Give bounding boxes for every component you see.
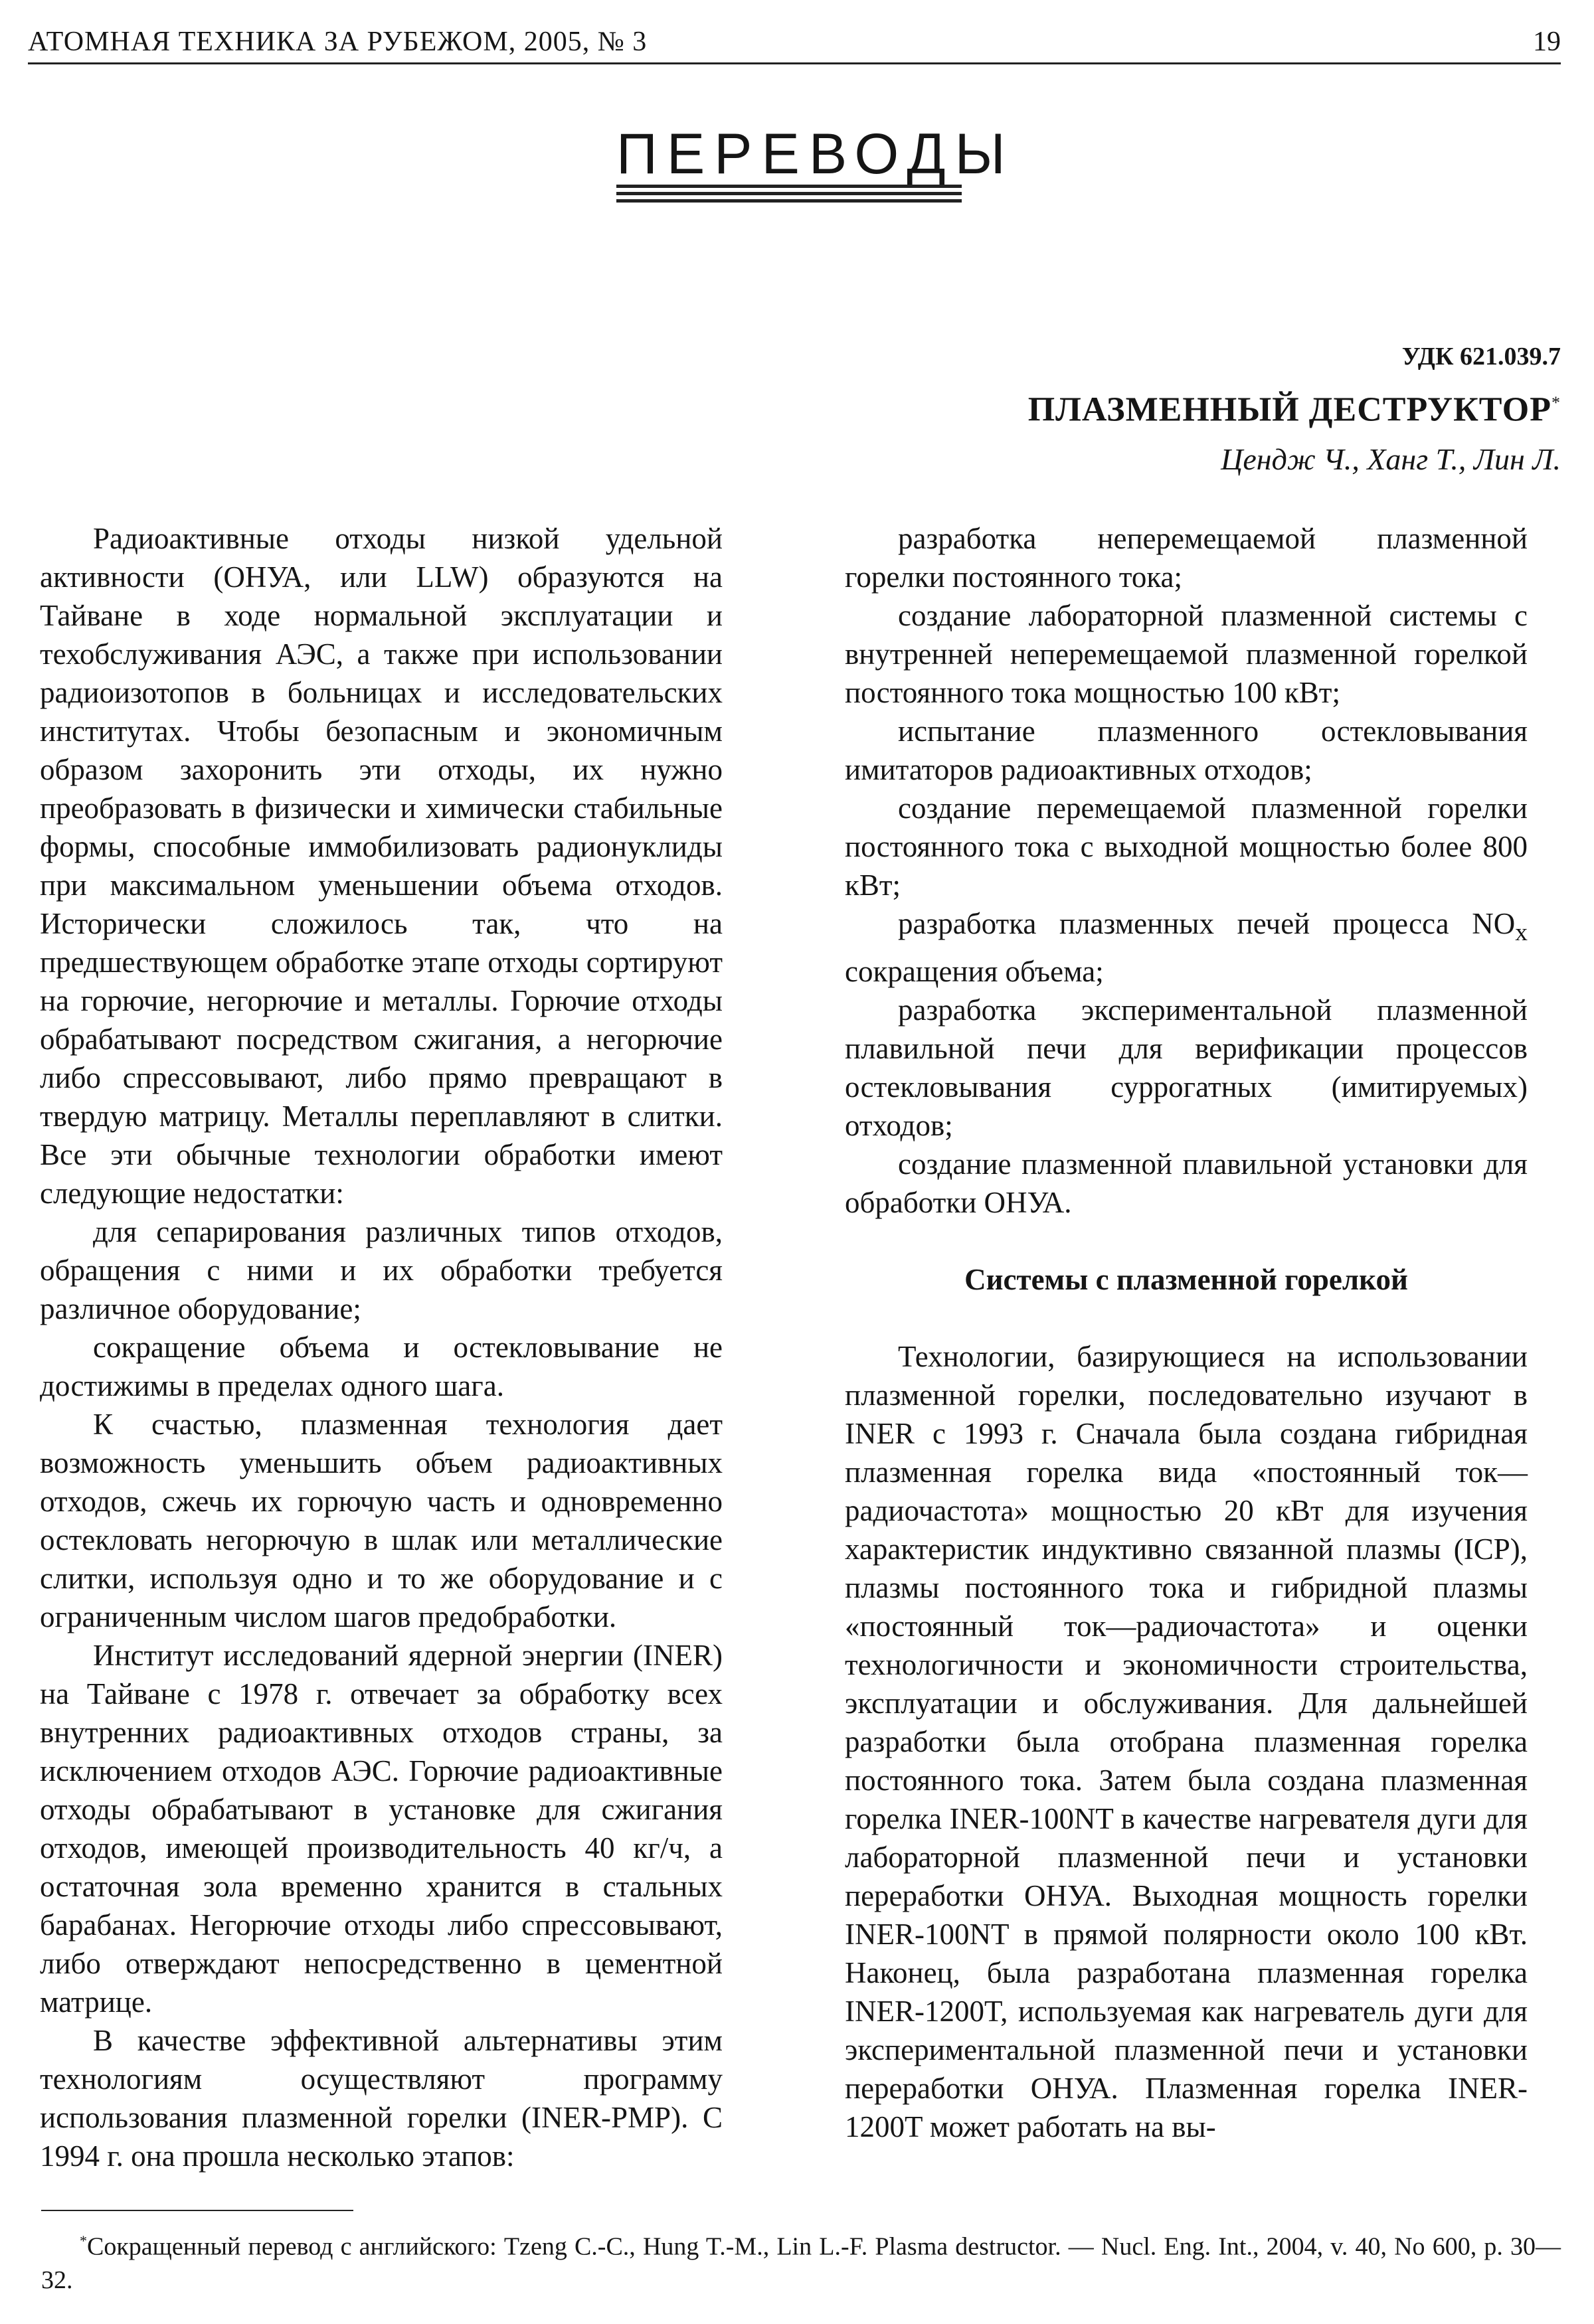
page-number: 19	[1533, 27, 1561, 57]
udc-code: УДК 621.039.7	[1401, 343, 1561, 371]
paragraph: Институт исследований ядерной энергии (INER) на Тайване с 1978 г. отвечает за обработку всех внутренних радиоактивных отходов страны, за исключением отходов АЭС. Горючие радиоактивные отходы обрабатывают в установке для сжигания отходов, имеющей производительность 40 кг/ч, а остаточная зола временно хранится в стальных барабанах. Негорючие отходы либо спрессовывают, либо отверждают непосредственно в цементной матрице.	[40, 1639, 723, 2019]
paragraph: сокращение объема и остекловывание не достижимы в пределах одного шага.	[40, 1331, 723, 1402]
nox-subscript: x	[1515, 919, 1528, 946]
paragraph: В качестве эффективной альтернативы этим технологиям осуществляют программу использования плазменной горелки (INER-PMP). С 1994 г. она прошла несколько этапов:	[40, 2024, 723, 2173]
footnote-rule	[41, 2210, 353, 2211]
stage-item: создание плазменной плавильной установки для обработки ОНУА.	[845, 1147, 1528, 1219]
subheading: Системы с плазменной горелкой	[964, 1263, 1408, 1296]
section-title-underline	[616, 185, 962, 207]
stage-item	[845, 904, 1528, 991]
paragraph: для сепарирования различных типов отходов, обращения с ними и их обработки требуется различное оборудование;	[40, 1215, 723, 1325]
stage-item-text: разработка плазменных печей процесса NO	[898, 907, 1516, 940]
section-title: ПЕРЕВОДЫ	[616, 122, 1015, 186]
stage-item: разработка неперемещаемой плазменной горелки постоянного тока;	[845, 522, 1528, 594]
header-rule	[28, 62, 1561, 64]
running-title: АТОМНАЯ ТЕХНИКА ЗА РУБЕЖОМ, 2005, № 3	[28, 27, 648, 57]
right-column	[845, 519, 1528, 2146]
paragraph: Технологии, базирующиеся на использовании плазменной горелки, последовательно изучают в INER с 1993 г. Сначала была создана гибридная плазменная горелка вида «постоянный ток—радиочастота» мощностью 20 кВт для изучения характеристик индуктивно связанной плазмы (ICP), плазмы постоянного тока и гибридной плазмы «постоянный ток—радиочастота» и оценки технологичности и экономичности строительства, эксплуатации и обслуживания. Для дальнейшей разработки была отобрана плазменная горелка постоянного тока. Затем была создана плазменная горелка INER-100NT в качестве нагревателя дуги для лабораторной плазменной печи и установки переработки ОНУА. Выходная мощность горелки INER-100NT в прямой полярности около 100 кВт. Наконец, была разработана плазменная горелка INER-1200T, используемая как нагреватель дуги для экспериментальной плазменной печи и установки переработки ОНУА. Плазменная горелка INER-1200T может работать на вы-	[845, 1340, 1528, 2143]
stage-item: создание лабораторной плазменной системы с внутренней неперемещаемой плазменной горелкой постоянного тока мощностью 100 кВт;	[845, 599, 1528, 709]
page-header	[28, 19, 1561, 65]
left-column	[40, 519, 723, 2175]
stage-item: разработка экспериментальной плазменной плавильной печи для верификации процессов остекловывания суррогатных (имитируемых) отходов;	[845, 993, 1528, 1142]
article-title-text: ПЛАЗМЕННЫЙ ДЕСТРУКТОР	[1027, 390, 1551, 429]
paragraph: Радиоактивные отходы низкой удельной активности (ОНУА, или LLW) образуются на Тайване в ходе нормальной эксплуатации и техобслуживания АЭС, а также при использовании радиоизотопов в больницах и исследовательских институтах. Чтобы безопасным и экономичным образом захоронить эти отходы, их нужно преобразовать в физически и химически стабильные формы, способные иммобилизовать радионуклиды при максимальном уменьшении объема отходов. Исторически сложилось так, что на предшествующем обработке этапе отходы сортируют на горючие, негорючие и металлы. Горючие отходы обрабатывают посредством сжигания, а негорючие либо спрессовывают, либо прямо превращают в твердую матрицу. Металлы переплавляют в слитки. Все эти обычные технологии обработки имеют следующие недостатки:	[40, 522, 723, 1210]
footnote-mark: *	[80, 2232, 87, 2249]
stage-item: создание перемещаемой плазменной горелки постоянного тока с выходной мощностью более 800 кВт;	[845, 791, 1528, 902]
footnote-text: Сокращенный перевод с английского: Tzeng C.-C., Hung T.-M., Lin L.-F. Plasma destructor. — Nucl. Eng. Int., 2004, v. 40, No 600, p. 30—32.	[41, 2232, 1561, 2294]
article-authors: Цендж Ч., Ханг Т., Лин Л.	[1221, 442, 1561, 476]
paragraph: К счастью, плазменная технология дает возможность уменьшить объем радиоактивных отходов, сжечь их горючую часть и одновременно остекловать негорючую в шлак или металлические слитки, используя одно и то же оборудование и с ограниченным числом шагов предобработки.	[40, 1408, 723, 1633]
footnote	[41, 2224, 1561, 2297]
stage-item-tail: сокращения объема;	[845, 955, 1104, 988]
footnote-mark: *	[1551, 393, 1561, 412]
article-title	[1028, 381, 1561, 432]
stage-item: испытание плазменного остекловывания имитаторов радиоактивных отходов;	[845, 714, 1528, 786]
